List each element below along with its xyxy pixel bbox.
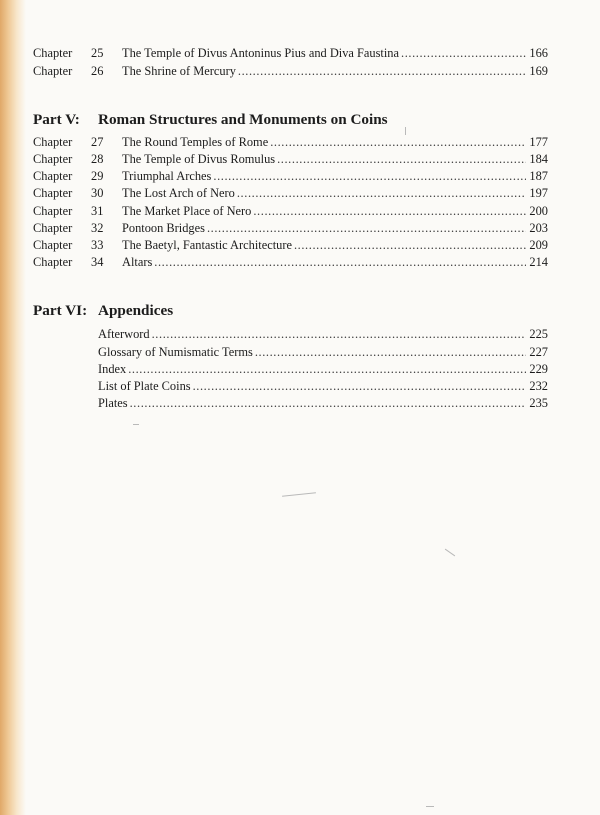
page-number: 225 bbox=[529, 327, 548, 341]
chapter-title: The Temple of Divus Romulus bbox=[122, 152, 276, 166]
part-v-heading bbox=[33, 110, 388, 130]
chapter-title: The Market Place of Nero bbox=[122, 204, 252, 218]
chapter-label: Chapter bbox=[33, 221, 73, 235]
toc-row-chapter-30[interactable] bbox=[33, 185, 548, 202]
page-number: 177 bbox=[529, 135, 548, 149]
page-number: 200 bbox=[529, 204, 548, 218]
page-number: 169 bbox=[529, 64, 548, 78]
page-number: 209 bbox=[529, 238, 548, 252]
toc-row-chapter-25[interactable] bbox=[33, 45, 548, 62]
page-number: 203 bbox=[529, 221, 548, 235]
page-number: 184 bbox=[529, 152, 548, 166]
entry-title: Afterword bbox=[98, 327, 150, 341]
chapter-label: Chapter bbox=[33, 135, 73, 149]
toc-row-chapter-29[interactable] bbox=[33, 168, 548, 185]
chapter-label: Chapter bbox=[33, 255, 73, 269]
toc-row-index[interactable] bbox=[98, 361, 548, 378]
page-number: 166 bbox=[529, 46, 548, 60]
chapter-number: 31 bbox=[91, 204, 104, 218]
chapter-label: Chapter bbox=[33, 238, 73, 252]
scan-speck bbox=[405, 127, 406, 135]
chapter-title: Triumphal Arches bbox=[122, 169, 212, 183]
toc-row-glossary[interactable] bbox=[98, 344, 548, 361]
chapter-number: 27 bbox=[91, 135, 104, 149]
chapter-number: 34 bbox=[91, 255, 104, 269]
toc-row-plate-coins[interactable] bbox=[98, 378, 548, 395]
dot-leader bbox=[294, 237, 526, 254]
chapter-title: The Lost Arch of Nero bbox=[122, 186, 235, 200]
chapter-title: The Temple of Divus Antoninus Pius and Diva Faustina bbox=[122, 46, 399, 60]
chapter-label: Chapter bbox=[33, 169, 73, 183]
dot-leader bbox=[237, 185, 527, 202]
dot-leader bbox=[207, 220, 526, 237]
chapter-number: 26 bbox=[91, 64, 104, 78]
entry-title: Glossary of Numismatic Terms bbox=[98, 345, 253, 359]
toc-row-chapter-34[interactable] bbox=[33, 254, 548, 271]
dot-leader bbox=[277, 151, 526, 168]
dot-leader bbox=[193, 378, 527, 395]
entry-title: Plates bbox=[98, 396, 128, 410]
part-label: Part V: bbox=[33, 111, 80, 128]
chapter-label: Chapter bbox=[33, 204, 73, 218]
entry-title: List of Plate Coins bbox=[98, 379, 191, 393]
chapter-label: Chapter bbox=[33, 64, 73, 78]
page-number: 214 bbox=[529, 255, 548, 269]
chapter-number: 30 bbox=[91, 186, 104, 200]
chapter-number: 25 bbox=[91, 46, 104, 60]
scan-speck bbox=[426, 806, 434, 807]
dot-leader bbox=[401, 45, 526, 62]
part-title: Appendices bbox=[98, 302, 174, 319]
toc-row-chapter-33[interactable] bbox=[33, 237, 548, 254]
chapter-number: 33 bbox=[91, 238, 104, 252]
chapter-number: 32 bbox=[91, 221, 104, 235]
page-number: 197 bbox=[529, 186, 548, 200]
entry-title: Index bbox=[98, 362, 127, 376]
page-number: 235 bbox=[529, 396, 548, 410]
scan-speck bbox=[445, 549, 455, 557]
dot-leader bbox=[213, 168, 526, 185]
dot-leader bbox=[270, 134, 526, 151]
toc-row-chapter-31[interactable] bbox=[33, 203, 548, 220]
part-title: Roman Structures and Monuments on Coins bbox=[98, 111, 388, 128]
dot-leader bbox=[152, 326, 527, 343]
chapter-number: 29 bbox=[91, 169, 104, 183]
chapter-title: The Baetyl, Fantastic Architecture bbox=[122, 238, 292, 252]
toc-row-plates[interactable] bbox=[98, 395, 548, 412]
toc-row-chapter-28[interactable] bbox=[33, 151, 548, 168]
part-vi-heading bbox=[33, 301, 173, 321]
chapter-label: Chapter bbox=[33, 152, 73, 166]
dot-leader bbox=[238, 63, 527, 80]
toc-row-afterword[interactable] bbox=[98, 326, 548, 343]
toc-row-chapter-32[interactable] bbox=[33, 220, 548, 237]
dot-leader bbox=[253, 203, 526, 220]
page-number: 229 bbox=[529, 362, 548, 376]
dot-leader bbox=[128, 361, 526, 378]
toc-row-chapter-27[interactable] bbox=[33, 134, 548, 151]
scan-speck bbox=[282, 492, 316, 497]
chapter-title: Pontoon Bridges bbox=[122, 221, 205, 235]
chapter-label: Chapter bbox=[33, 186, 73, 200]
page-number: 187 bbox=[529, 169, 548, 183]
chapter-title: The Shrine of Mercury bbox=[122, 64, 236, 78]
scan-speck bbox=[133, 424, 139, 425]
chapter-number: 28 bbox=[91, 152, 104, 166]
dot-leader bbox=[255, 344, 527, 361]
part-label: Part VI: bbox=[33, 302, 88, 319]
page-number: 227 bbox=[529, 345, 548, 359]
toc-row-chapter-26[interactable] bbox=[33, 63, 548, 80]
dot-leader bbox=[154, 254, 526, 271]
chapter-title: The Round Temples of Rome bbox=[122, 135, 269, 149]
dot-leader bbox=[130, 395, 527, 412]
page-number: 232 bbox=[529, 379, 548, 393]
chapter-title: Altars bbox=[122, 255, 153, 269]
chapter-label: Chapter bbox=[33, 46, 73, 60]
